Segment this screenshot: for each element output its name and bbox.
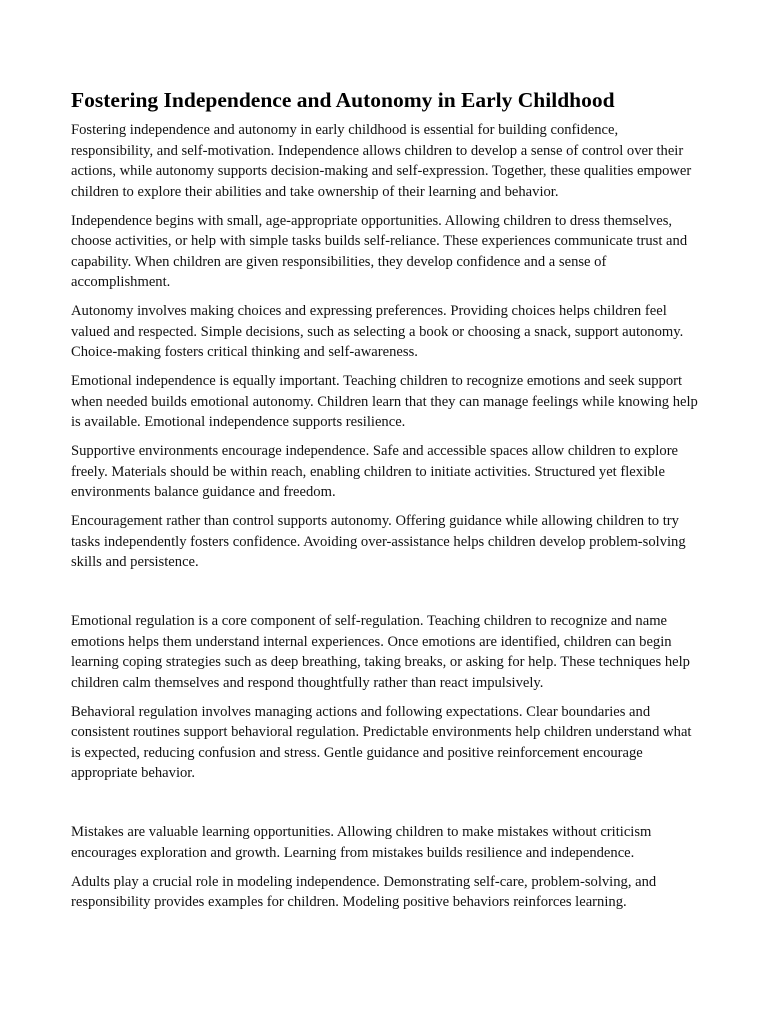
paragraph: Emotional regulation is a core component of self-regulation. Teaching children to recognize and name emotions helps them understand internal experiences. Once emotions are identified, children can begin learning coping strategies such as deep breathing, taking breaks, or asking for help. These techniques help children calm themselves and respond thoughtfully rather than react impulsively. xyxy=(71,613,690,691)
paragraph: Autonomy involves making choices and expressing preferences. Providing choices helps children feel valued and respected. Simple decisions, such as selecting a book or choosing a snack, support autonomy. Choice-making fosters critical thinking and self-awareness. xyxy=(71,303,684,360)
document-page xyxy=(71,86,699,921)
section-spacer xyxy=(71,792,699,822)
paragraph: Behavioral regulation involves managing actions and following expectations. Clear boundaries and consistent routines support behavioral regulation. Predictable environments help children understand what is expected, reducing confusion and stress. Gentle guidance and positive reinforcement encourage appropriate behavior. xyxy=(71,703,692,781)
section-spacer xyxy=(71,581,699,611)
paragraph: Emotional independence is equally important. Teaching children to recognize emotions and seek support when needed builds emotional autonomy. Children learn that they can manage feelings while knowing help is available. Emotional independence supports resilience. xyxy=(71,373,698,430)
paragraph: Supportive environments encourage independence. Safe and accessible spaces allow children to explore freely. Materials should be within reach, enabling children to initiate activities. Structured yet flexible environments balance guidance and freedom. xyxy=(71,443,679,500)
paragraph: Mistakes are valuable learning opportunities. Allowing children to make mistakes without criticism encourages exploration and growth. Learning from mistakes builds resilience and independence. xyxy=(71,824,652,861)
paragraph: Independence begins with small, age-appropriate opportunities. Allowing children to dress themselves, choose activities, or help with simple tasks builds self-reliance. These experiences communicate trust and capability. When children are given responsibilities, they develop confidence and a sense of accomplishment. xyxy=(71,212,688,290)
paragraph: Encouragement rather than control supports autonomy. Offering guidance while allowing children to try tasks independently fosters confidence. Avoiding over-assistance helps children develop problem-solving skills and persistence. xyxy=(71,513,686,570)
paragraph: Adults play a crucial role in modeling independence. Demonstrating self-care, problem-solving, and responsibility provides examples for children. Modeling positive behaviors reinforces learning. xyxy=(71,873,657,910)
paragraph: Fostering independence and autonomy in early childhood is essential for building confidence, responsibility, and self-motivation. Independence allows children to develop a sense of control over their actions, while autonomy supports decision-making and self-expression. Together, these qualities empower children to explore their abilities and take ownership of their learning and behavior. xyxy=(71,122,692,200)
document-title: Fostering Independence and Autonomy in Early Childhood xyxy=(71,88,615,112)
